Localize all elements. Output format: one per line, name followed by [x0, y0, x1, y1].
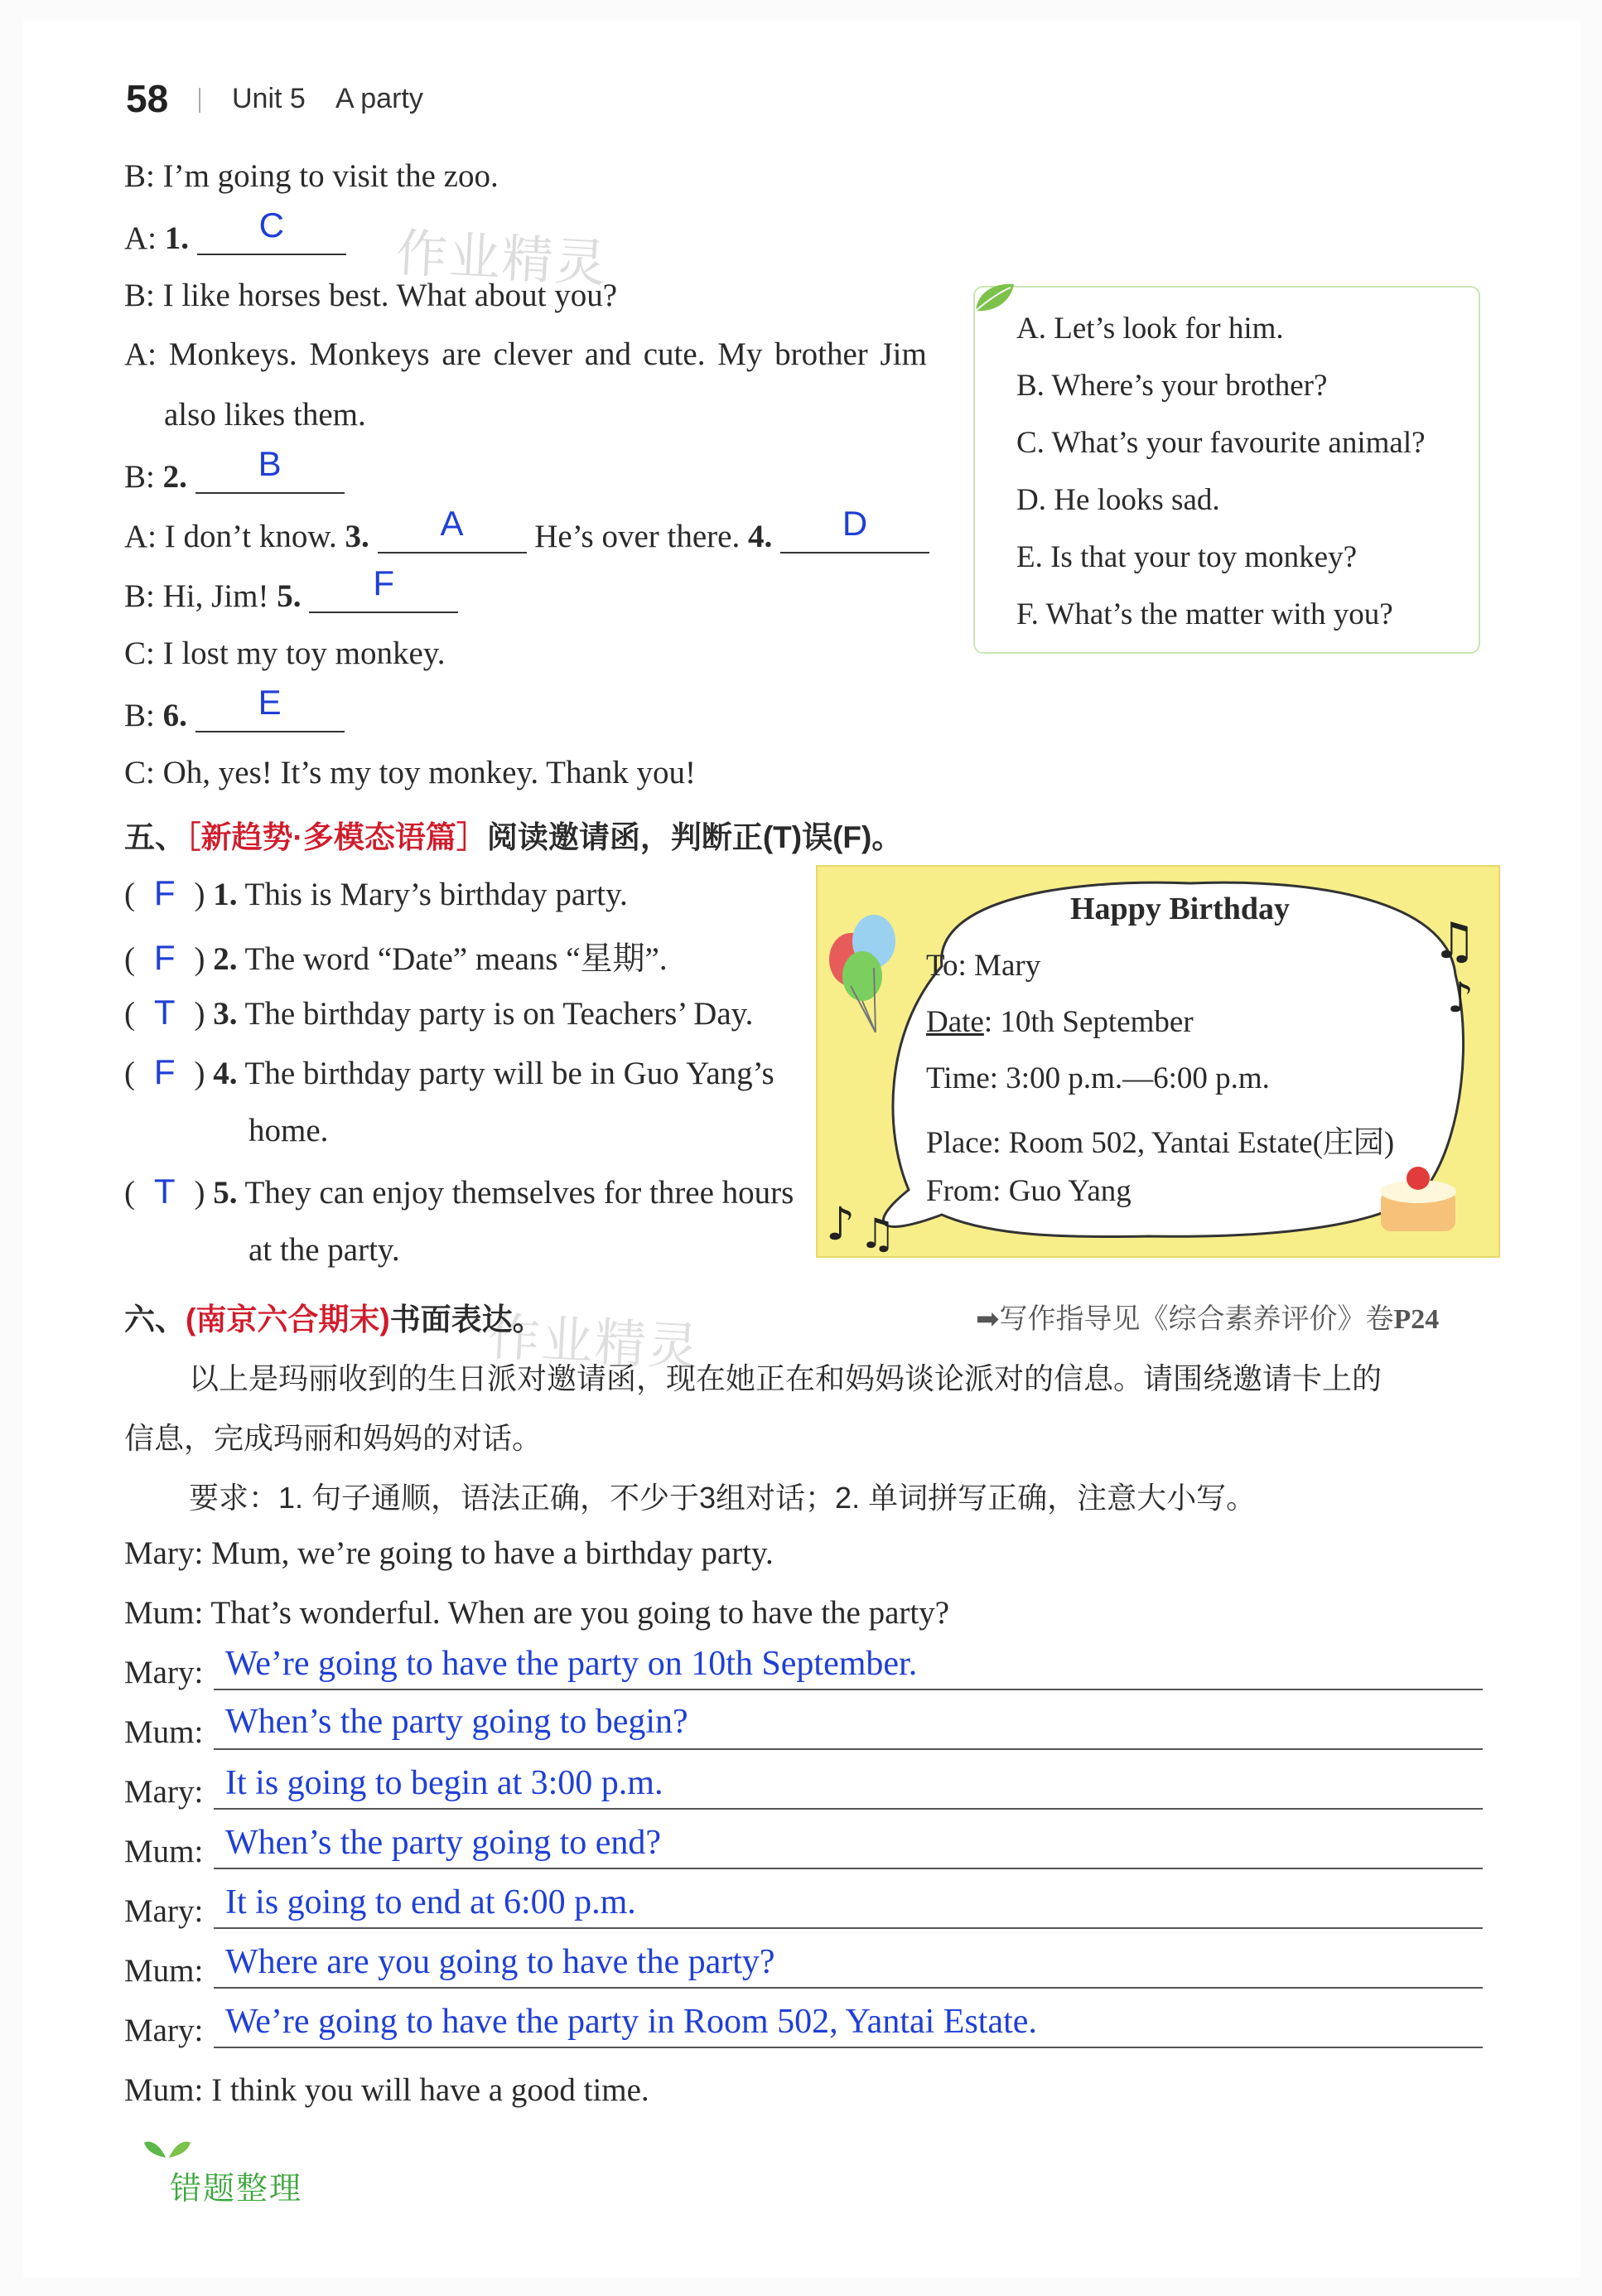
invitation-to: To: Mary	[926, 949, 1041, 983]
sprout-icon	[142, 2131, 192, 2159]
tf-text: The word “Date” means “星期”.	[244, 941, 668, 977]
option-b: B. Where’s your brother?	[1016, 369, 1328, 403]
invitation-date	[926, 1004, 1194, 1040]
speaker-label: Mum:	[124, 1953, 204, 1989]
section6-intro: 信息，完成玛丽和妈妈的对话。	[124, 1421, 543, 1455]
tf-item	[124, 933, 668, 979]
question-number: 4.	[213, 1056, 238, 1091]
written-answer[interactable]: It is going to begin at 3:00 p.m.	[225, 1764, 663, 1802]
header-divider	[199, 88, 200, 113]
answer-text: A	[440, 504, 464, 543]
invitation-place: Place: Room 502, Yantai Estate(庄园)	[926, 1126, 1395, 1160]
paren-open: (	[124, 996, 135, 1032]
page-number: 58	[126, 77, 169, 120]
tf-text: The birthday party will be in Guo Yang’s	[244, 1056, 774, 1091]
tf-item-cont: at the party.	[249, 1232, 400, 1268]
section-tag: ［新趋势·多模态语篇］	[186, 820, 487, 854]
speaker-label: Mary:	[124, 1655, 204, 1690]
writing-line	[214, 1748, 1483, 1750]
paren-close: )	[194, 1175, 205, 1211]
tf-answer[interactable]: F	[153, 1052, 176, 1091]
guide-text: ➡写作指导见《综合素养评价》卷	[976, 1303, 1394, 1335]
question-number: 1.	[213, 877, 238, 912]
answer-blank-1[interactable]	[197, 205, 346, 255]
tf-text: This is Mary’s birthday party.	[244, 877, 628, 912]
question-number: 2.	[162, 459, 187, 495]
written-answer[interactable]: We’re going to have the party on 10th September.	[225, 1645, 918, 1683]
dialogue-line-2	[124, 444, 345, 495]
balloon-icon	[829, 915, 895, 1032]
tf-answer[interactable]: T	[153, 1172, 176, 1211]
written-answer[interactable]: When’s the party going to begin?	[225, 1703, 688, 1741]
watermark: 作业精灵	[394, 225, 610, 293]
question-number: 2.	[213, 941, 238, 977]
writing-line	[214, 1808, 1483, 1810]
answer-blank-5[interactable]	[309, 563, 458, 613]
question-number: 5.	[277, 578, 302, 614]
tf-item	[124, 1052, 774, 1092]
paren-close: )	[194, 1056, 205, 1091]
tf-item	[124, 993, 753, 1032]
tf-answer[interactable]: F	[153, 873, 176, 912]
speaker-label: B:	[124, 698, 155, 733]
opening-line: Mum: That’s wonderful. When are you going to have the party?	[124, 1595, 950, 1631]
svg-text:♪: ♪	[826, 1197, 856, 1250]
written-answer[interactable]: It is going to end at 6:00 p.m.	[225, 1883, 636, 1921]
section-instruction: 阅读邀请函，判断正(T)误(F)。	[486, 820, 903, 854]
svg-text:♫: ♫	[1432, 912, 1477, 970]
section-label: 五、	[124, 820, 186, 854]
question-number: 4.	[747, 519, 773, 554]
question-number: 3.	[213, 996, 238, 1032]
dialogue-line-1	[124, 205, 346, 257]
tf-text: They can enjoy themselves for three hours	[244, 1175, 794, 1211]
tf-text: The birthday party is on Teachers’ Day.	[244, 996, 754, 1032]
unit-label: Unit 5	[232, 83, 306, 114]
svg-text:♪: ♪	[1447, 974, 1474, 1022]
dialogue-text: B: Hi, Jim!	[124, 578, 269, 614]
tf-item	[124, 873, 628, 913]
speaker-label: Mary:	[124, 1774, 204, 1810]
answer-text: B	[258, 444, 282, 483]
section-tag: (南京六合期末)	[186, 1303, 390, 1337]
question-number: 3.	[345, 519, 369, 554]
speaker-label: Mary:	[124, 2013, 204, 2048]
paren-open: (	[124, 941, 135, 977]
paren-close: )	[194, 877, 205, 912]
paren-close: )	[194, 941, 205, 977]
section-label: 六、	[124, 1303, 186, 1337]
writing-line	[214, 1689, 1483, 1690]
speaker-label: A:	[124, 220, 157, 256]
option-c: C. What’s your favourite animal?	[1016, 426, 1426, 460]
dialogue-text: A: I don’t know.	[124, 519, 337, 554]
writing-line	[214, 1927, 1483, 1929]
speaker-label: Mum:	[124, 1714, 204, 1750]
option-d: D. He looks sad.	[1016, 483, 1220, 517]
dialogue-line-3	[124, 504, 929, 555]
paren-close: )	[194, 996, 205, 1032]
question-number: 6.	[162, 698, 187, 733]
writing-line	[214, 1987, 1483, 1989]
section5-header	[124, 812, 902, 857]
section6-header	[124, 1294, 543, 1339]
written-answer[interactable]: We’re going to have the party in Room 502, Yantai Estate.	[225, 2003, 1037, 2041]
dialogue-line: B: I’m going to visit the zoo.	[124, 158, 499, 194]
invitation-title: Happy Birthday	[1070, 892, 1291, 926]
svg-text:♫: ♫	[859, 1210, 896, 1256]
dialogue-line: B: I like horses best. What about you?	[124, 278, 617, 313]
answer-text: C	[258, 205, 284, 244]
dialogue-line: C: I lost my toy monkey.	[124, 636, 446, 671]
answer-text: D	[842, 504, 868, 543]
option-e: E. Is that your toy monkey?	[1016, 540, 1358, 574]
tf-answer[interactable]: T	[153, 993, 176, 1032]
written-answer[interactable]: Where are you going to have the party?	[225, 1943, 775, 1981]
closing-line: Mum: I think you will have a good time.	[124, 2072, 649, 2108]
tf-item	[124, 1172, 794, 1211]
dialogue-line-5	[124, 563, 458, 615]
dialogue-text: He’s over there.	[534, 519, 741, 554]
writing-line	[214, 2047, 1483, 2048]
invitation-from: From: Guo Yang	[926, 1174, 1132, 1208]
section-instruction: 书面表达。	[389, 1303, 543, 1337]
date-value: : 10th September	[983, 1005, 1194, 1039]
paren-open: (	[124, 877, 135, 912]
answer-blank-2[interactable]	[195, 444, 345, 494]
invitation-time: Time: 3:00 p.m.—6:00 p.m.	[926, 1061, 1270, 1095]
question-number: 1.	[164, 220, 189, 256]
answer-text: E	[258, 683, 282, 722]
footer-label: 错题整理	[170, 2172, 303, 2207]
options-box	[973, 286, 1480, 654]
answer-blank-6[interactable]	[195, 683, 345, 732]
guide-page: P24	[1393, 1304, 1440, 1335]
answer-text: F	[373, 563, 395, 602]
dialogue-line-6	[124, 683, 345, 734]
tf-item-cont: home.	[249, 1113, 329, 1148]
dialogue-line: also likes them.	[164, 397, 366, 433]
speaker-label: Mum:	[124, 1834, 204, 1869]
question-number: 5.	[213, 1175, 238, 1211]
section6-intro: 以上是玛丽收到的生日派对邀请函，现在她正在和妈妈谈论派对的信息。请围绕邀请卡上的	[189, 1361, 1382, 1395]
leaf-icon	[969, 278, 1019, 319]
opening-line: Mary: Mum, we’re going to have a birthday party.	[124, 1535, 774, 1571]
speaker-label: B:	[124, 459, 155, 495]
watermark: 作业精灵	[487, 1308, 702, 1377]
paren-open: (	[124, 1175, 135, 1211]
dialogue-line: A: Monkeys. Monkeys are clever and cute. My brother Jim	[124, 336, 927, 372]
tf-answer[interactable]: F	[153, 938, 176, 977]
written-answer[interactable]: When’s the party going to end?	[225, 1824, 662, 1862]
writing-guide	[976, 1296, 1439, 1337]
paren-open: (	[124, 1056, 135, 1091]
section6-requirements: 要求：1. 句子通顺，语法正确，不少于3组对话；2. 单词拼写正确，注意大小写。	[189, 1481, 1257, 1515]
writing-line	[214, 1868, 1483, 1869]
option-f: F. What’s the matter with you?	[1016, 597, 1393, 631]
dialogue-line: C: Oh, yes! It’s my toy monkey. Thank you!	[124, 755, 697, 790]
answer-blank-4[interactable]	[780, 504, 929, 553]
option-a: A. Let’s look for him.	[1016, 312, 1284, 346]
speaker-label: Mary:	[124, 1893, 204, 1929]
answer-blank-3[interactable]	[378, 504, 527, 553]
unit-title: A party	[335, 83, 423, 114]
date-label: Date	[926, 1005, 984, 1039]
